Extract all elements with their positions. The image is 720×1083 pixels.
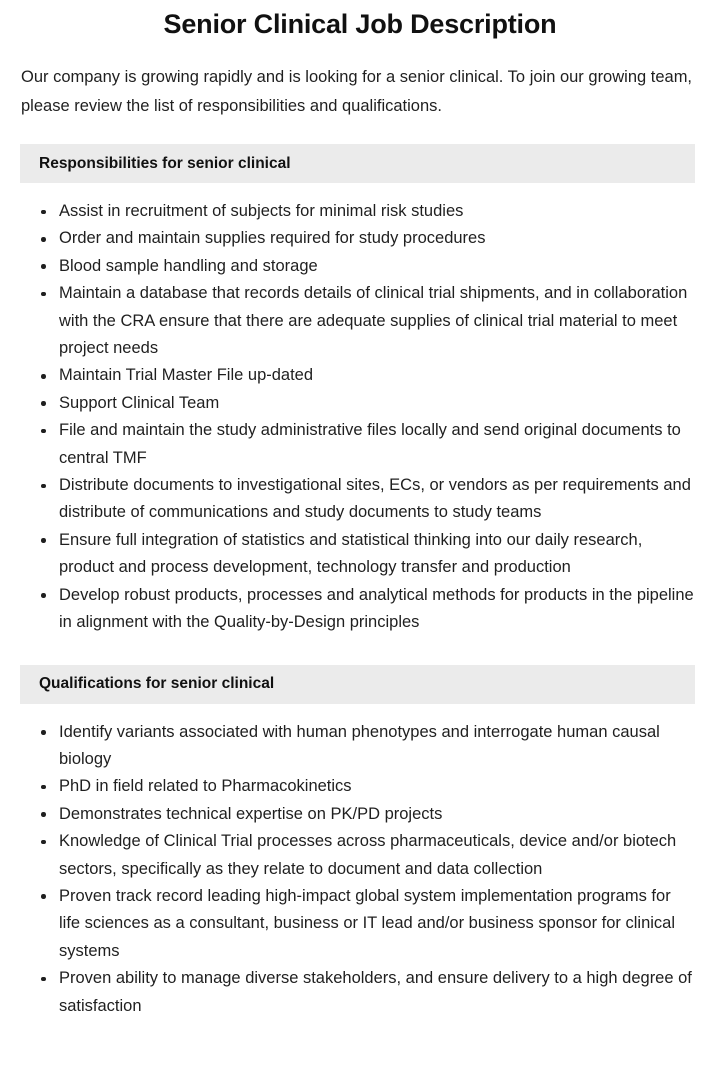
list-item: Distribute documents to investigational sites, ECs, or vendors as per requirements and distribute of communications and study documents to study teams (0, 472, 696, 527)
list-item: Knowledge of Clinical Trial processes across pharmaceuticals, device and/or biotech sectors, specifically as they relate to document and data collection (0, 828, 696, 883)
section-heading-label: Responsibilities for senior clinical (39, 154, 291, 172)
page-title: Senior Clinical Job Description (163, 9, 557, 39)
section-header-qualifications (20, 665, 695, 704)
section-heading-label: Qualifications for senior clinical (39, 675, 275, 692)
list-item: Develop robust products, processes and analytical methods for products in the pipeline in alignment with the Quality-by-Design principles (0, 582, 696, 637)
list-item: Maintain Trial Master File up-dated (0, 362, 696, 389)
section-header-responsibilities (20, 144, 695, 183)
list-item: Support Clinical Team (0, 390, 696, 417)
intro-paragraph: Our company is growing rapidly and is looking for a senior clinical. To join our growing team, please review the list of responsibilities and qualifications. (21, 68, 693, 115)
list-item: Demonstrates technical expertise on PK/PD projects (0, 801, 696, 828)
responsibilities-list (0, 183, 720, 637)
list-item: PhD in field related to Pharmacokinetics (0, 773, 696, 800)
qualifications-list (0, 704, 720, 1020)
list-item: Identify variants associated with human phenotypes and interrogate human causal biology (0, 719, 696, 774)
list-item: Blood sample handling and storage (0, 253, 696, 280)
section-responsibilities (0, 144, 720, 637)
list-item: Proven track record leading high-impact global system implementation programs for life sciences as a consultant, business or IT lead and/or business sponsor for clinical systems (0, 883, 696, 965)
list-item: Assist in recruitment of subjects for minimal risk studies (0, 198, 696, 225)
section-qualifications (0, 665, 720, 1020)
list-item: Maintain a database that records details of clinical trial shipments, and in collaboration with the CRA ensure that there are adequate supplies of clinical trial material to meet project needs (0, 280, 696, 362)
list-item: Proven ability to manage diverse stakeholders, and ensure delivery to a high degree of satisfaction (0, 965, 696, 1020)
list-item: Ensure full integration of statistics and statistical thinking into our daily research, product and process development, technology transfer and production (0, 527, 696, 582)
list-item: File and maintain the study administrative files locally and send original documents to central TMF (0, 417, 696, 472)
list-item: Order and maintain supplies required for study procedures (0, 225, 696, 252)
